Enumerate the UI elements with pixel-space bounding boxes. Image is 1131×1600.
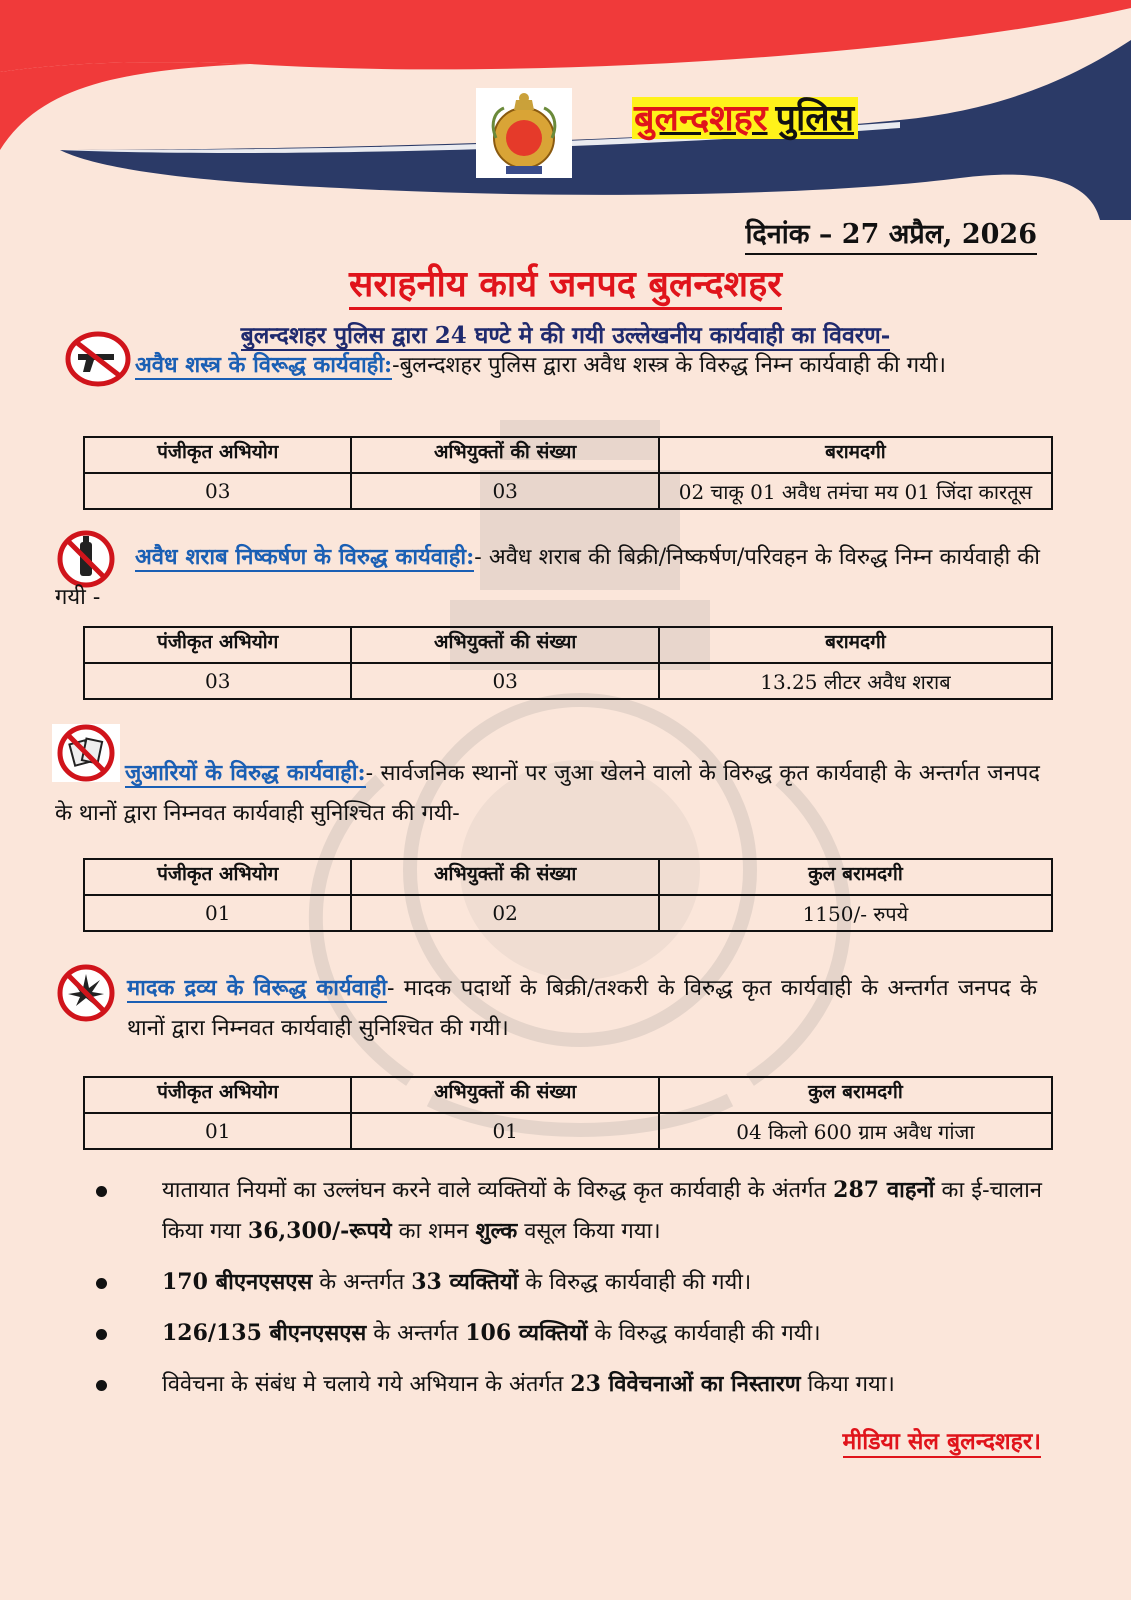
table-header: कुल बरामदगी — [659, 859, 1052, 895]
no-drugs-icon — [52, 964, 120, 1022]
brand-part-police: पुलिस — [772, 97, 859, 139]
section-arms-heading: अवैध शस्त्र के विरूद्ध कार्यवाही: — [135, 352, 393, 378]
table-header: अभियुक्तों की संख्या — [351, 1077, 658, 1113]
table-header: बरामदगी — [659, 627, 1052, 663]
table-cell: 03 — [351, 473, 658, 509]
bullet-text: विवेचना के संबंध मे चलाये गये अभियान के अंतर्गत — [162, 1372, 571, 1397]
table-header: पंजीकृत अभियोग — [84, 1077, 351, 1113]
table-header: अभियुक्तों की संख्या — [351, 437, 658, 473]
section-liquor-text — [55, 537, 1040, 618]
table-cell: 03 — [84, 663, 351, 699]
bullet-text: के अन्तर्गत — [366, 1321, 466, 1346]
bullet-text: वसूल किया गया। — [517, 1219, 661, 1244]
section-narcotics — [127, 968, 1037, 1049]
page-title-text: सराहनीय कार्य जनपद बुलन्दशहर — [349, 263, 782, 310]
arms-table — [83, 436, 1053, 510]
section-liquor-body: - अवैध शराब की बिक्री/निष्कर्षण/परिवहन के विरुद्ध निम्न कार्यवाही की गयी - — [55, 545, 1041, 610]
table-header-row — [84, 437, 1052, 473]
bullet-text: के विरुद्ध कार्यवाही की गयी। — [587, 1321, 821, 1346]
bullet-dot — [96, 1380, 107, 1391]
table-cell: 01 — [84, 895, 351, 931]
bullet-bold: 126/135 बीएनएसएस — [162, 1320, 367, 1346]
bullet-investigations — [92, 1364, 1042, 1405]
table-header: अभियुक्तों की संख्या — [351, 627, 658, 663]
bullet-text: किया गया। — [800, 1372, 895, 1397]
section-narcotics-heading: मादक द्रव्य के विरूद्ध कार्यवाही — [127, 975, 387, 1001]
bullet-bold: 287 वाहनों — [833, 1177, 935, 1203]
table-cell: 01 — [84, 1113, 351, 1149]
section-arms-text — [55, 345, 1040, 386]
summary-bullets — [92, 1170, 1042, 1415]
table-row — [84, 1113, 1052, 1149]
table-header: अभियुक्तों की संख्या — [351, 859, 658, 895]
bullet-dot — [96, 1329, 107, 1340]
table-cell: 04 किलो 600 ग्राम अवैध गांजा — [659, 1113, 1052, 1149]
section-illegal-liquor — [55, 537, 1040, 618]
table-header: कुल बरामदगी — [659, 1077, 1052, 1113]
bullet-bold: शुल्क — [475, 1218, 518, 1244]
table-row — [84, 895, 1052, 931]
section-narcotics-text — [127, 968, 1037, 1049]
bullet-text: के विरुद्ध कार्यवाही की गयी। — [518, 1270, 752, 1295]
bullet-text: का शमन — [391, 1219, 476, 1244]
table-header: पंजीकृत अभियोग — [84, 437, 351, 473]
bullet-traffic — [92, 1170, 1042, 1252]
bullet-text: यातायात नियमों का उल्लंघन करने वाले व्यक्तियों के विरुद्ध कृत कार्यवाही के अंतर्गत — [162, 1178, 834, 1203]
bullet-bold: 33 व्यक्तियों — [411, 1269, 519, 1295]
table-header-row — [84, 859, 1052, 895]
table-header-row — [84, 1077, 1052, 1113]
table-cell: 03 — [351, 663, 658, 699]
brand-title — [632, 96, 858, 140]
gambling-table — [83, 858, 1053, 932]
bullet-bnss-126-135 — [92, 1313, 1042, 1354]
table-header: बरामदगी — [659, 437, 1052, 473]
table-cell: 02 चाकू 01 अवैध तमंचा मय 01 जिंदा कारतूस — [659, 473, 1052, 509]
brand-part-district: बुलन्दशहर — [632, 97, 772, 139]
liquor-table — [83, 626, 1053, 700]
section-illegal-arms — [55, 345, 1040, 386]
table-row — [84, 663, 1052, 699]
table-header-row — [84, 627, 1052, 663]
up-police-emblem-icon — [476, 88, 572, 178]
bullet-dot — [96, 1186, 107, 1197]
bullet-bold: 170 बीएनएसएस — [162, 1269, 313, 1295]
section-gambling-heading: जुआरियों के विरुद्ध कार्यवाही: — [125, 760, 366, 786]
section-gambling-body: - सार्वजनिक स्थानों पर जुआ खेलने वालो के विरुद्ध कृत कार्यवाही के अन्तर्गत जनपद के थानों द्वारा निम्नवत कार्यवाही सुनिश्चित की गयी- — [55, 761, 1040, 826]
bullet-bold: 36,300/-रूपये — [247, 1218, 392, 1244]
bullet-dot — [96, 1278, 107, 1289]
date-line: दिनांक – 27 अप्रैल, 2026 — [745, 214, 1037, 255]
section-arms-body: -बुलन्दशहर पुलिस द्वारा अवैध शस्त्र के विरुद्ध निम्न कार्यवाही की गयी। — [392, 353, 946, 378]
page-subtitle-text: बुलन्दशहर पुलिस द्वारा 24 घण्टे मे की गयी उल्लेखनीय कार्यवाही का विवरण- — [240, 322, 891, 349]
bullet-text: का ई-चालान किया गया — [162, 1178, 1043, 1244]
footer-signature: मीडिया सेल बुलन्दशहर। — [843, 1424, 1041, 1458]
bullet-bold: 23 विवेचनाओं का निस्तारण — [570, 1371, 801, 1397]
bullet-bold: 106 व्यक्तियों — [465, 1320, 588, 1346]
table-cell: 02 — [351, 895, 658, 931]
table-cell: 03 — [84, 473, 351, 509]
page-title — [0, 258, 1131, 307]
narcotics-table — [83, 1076, 1053, 1150]
bullet-text: के अन्तर्गत — [312, 1270, 412, 1295]
table-header: पंजीकृत अभियोग — [84, 627, 351, 663]
section-narcotics-body: - मादक पदार्थो के बिक्री/तश्करी के विरुद्ध कृत कार्यवाही के अन्तर्गत जनपद के थानों द्वारा निम्नवत कार्यवाही सुनिश्चित की गयी। — [127, 976, 1037, 1041]
bullet-bnss-170 — [92, 1262, 1042, 1303]
table-cell: 13.25 लीटर अवैध शराब — [659, 663, 1052, 699]
table-cell: 1150/- रुपये — [659, 895, 1052, 931]
table-header: पंजीकृत अभियोग — [84, 859, 351, 895]
section-gambling-text — [55, 753, 1040, 834]
table-row — [84, 473, 1052, 509]
table-cell: 01 — [351, 1113, 658, 1149]
section-liquor-heading: अवैध शराब निष्कर्षण के विरुद्ध कार्यवाही: — [135, 544, 475, 570]
section-gambling — [55, 753, 1040, 834]
